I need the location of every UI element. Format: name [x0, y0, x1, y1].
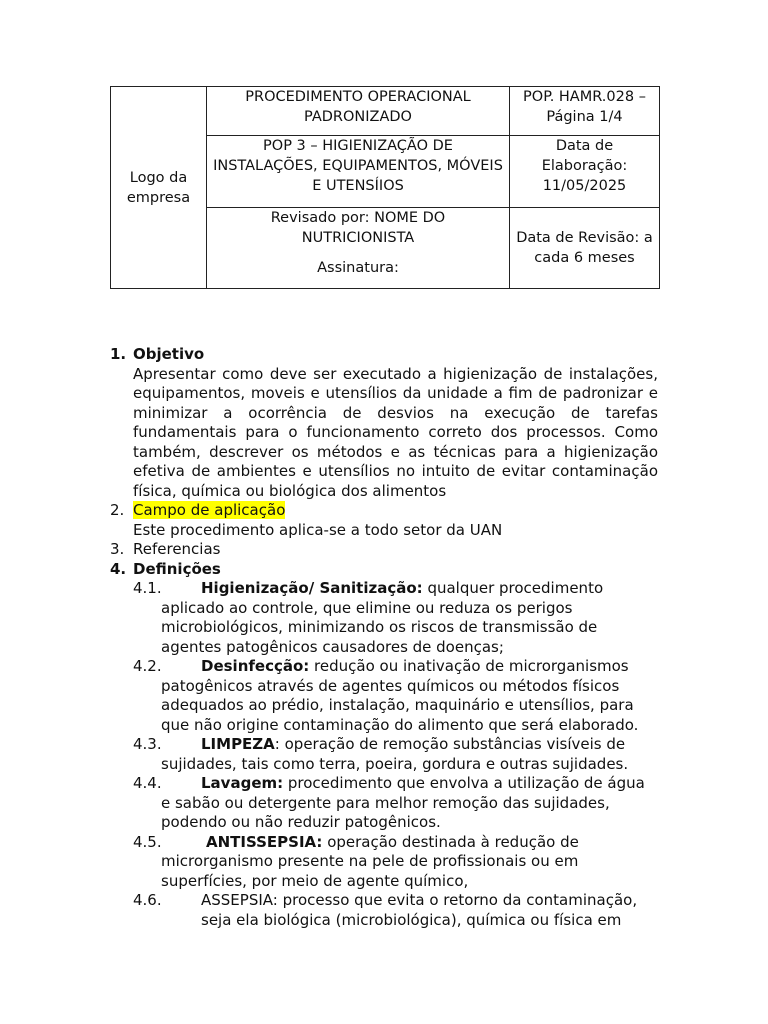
section-objective — [110, 345, 658, 501]
section-number: 2. — [110, 501, 125, 519]
section-number: 1. — [110, 345, 127, 363]
revision-date: Data de Revisão: a cada 6 meses — [510, 208, 660, 289]
section-title-highlighted: Campo de aplicação — [133, 501, 286, 519]
section-title: Objetivo — [133, 345, 205, 363]
section-scope — [110, 501, 658, 540]
date-value: 11/05/2025 — [542, 178, 627, 194]
definition-number: 4.3. — [133, 735, 162, 753]
definition-term: ANTISSEPSIA: — [206, 832, 323, 851]
definition-text: : operação de remoção substâncias visíveis de sujidades, tais como terra, poeira, gordura e outras sujidades. — [161, 735, 629, 773]
doc-code: POP. HAMR.028 – Página 1/4 — [510, 87, 660, 136]
definition-term: Lavagem: — [201, 774, 284, 792]
definition-number: 4.6. — [133, 891, 162, 909]
section-text: Este procedimento aplica-se a todo setor da UAN — [133, 520, 503, 539]
definition-item — [110, 735, 658, 774]
definition-number: 4.5. — [133, 832, 162, 851]
elaboration-date — [510, 136, 660, 208]
definition-number: 4.1. — [133, 579, 162, 597]
definition-number: 4.2. — [133, 657, 162, 675]
section-number: 4. — [110, 559, 127, 578]
section-references — [110, 540, 658, 560]
section-definitions — [110, 560, 658, 580]
definition-item — [110, 774, 658, 833]
definition-term: Desinfecção: — [201, 657, 310, 675]
section-title: Referencias — [133, 540, 221, 558]
revised-text: Revisado por: NOME DO NUTRICIONISTA — [270, 210, 446, 246]
definition-item — [110, 833, 658, 892]
definition-text: qualquer procedimento aplicado ao controle, que elimine ou reduza os perigos microbiológicos, minimizando os riscos de transmissão de agentes patogênicos causadores de doenças; — [161, 579, 604, 656]
definition-item — [110, 891, 658, 930]
document-body — [110, 345, 658, 930]
definition-number: 4.4. — [133, 774, 162, 792]
section-text: Apresentar como deve ser executado a higienização de instalações, equipamentos, moveis e utensílios da unidade a fim de padronizar e minimizar a ocorrência de desvios na execução de tarefas fundamentais para o funcionamento correto dos processos. Como também, descrever os métodos e as técnicas para a higienização efetiva de ambientes e utensílios no intuito de evitar contaminação física, química ou biológica dos alimentos — [133, 364, 658, 500]
definition-text: redução ou inativação de microrganismos patogênicos através de agentes químicos ou métodos físicos adequados ao prédio, instalação, maquinário e utensílios, para que não origine contaminação do alimento que será elaborado. — [161, 657, 639, 734]
definition-term: Higienização/ Sanitização: — [201, 579, 423, 597]
pop-title: POP 3 – HIGIENIZAÇÃO DE INSTALAÇÕES, EQUIPAMENTOS, MÓVEIS E UTENSÍIOS — [207, 136, 510, 208]
doc-title: PROCEDIMENTO OPERACIONAL PADRONIZADO — [207, 87, 510, 136]
header-table — [110, 86, 660, 289]
section-number: 3. — [110, 540, 125, 558]
definition-text: ASSEPSIA: processo que evita o retorno da contaminação, seja ela biológica (microbiológica), química ou física em — [201, 891, 638, 929]
section-title: Definições — [133, 559, 221, 578]
signature-label: Assinatura: — [317, 260, 399, 276]
date-label: Data de Elaboração: — [541, 138, 628, 174]
definition-text: operação destinada à redução de microrganismo presente na pele de profissionais ou em superfícies, por meio de agente químico, — [161, 832, 579, 890]
logo-placeholder: Logo da empresa — [111, 87, 207, 289]
revised-by — [207, 208, 510, 289]
definition-text: procedimento que envolva a utilização de água e sabão ou detergente para melhor remoção das sujidades, podendo ou não reduzir patogênicos. — [161, 774, 645, 831]
definition-item — [110, 579, 658, 657]
definition-item — [110, 657, 658, 735]
definition-term: LIMPEZA — [201, 735, 275, 753]
